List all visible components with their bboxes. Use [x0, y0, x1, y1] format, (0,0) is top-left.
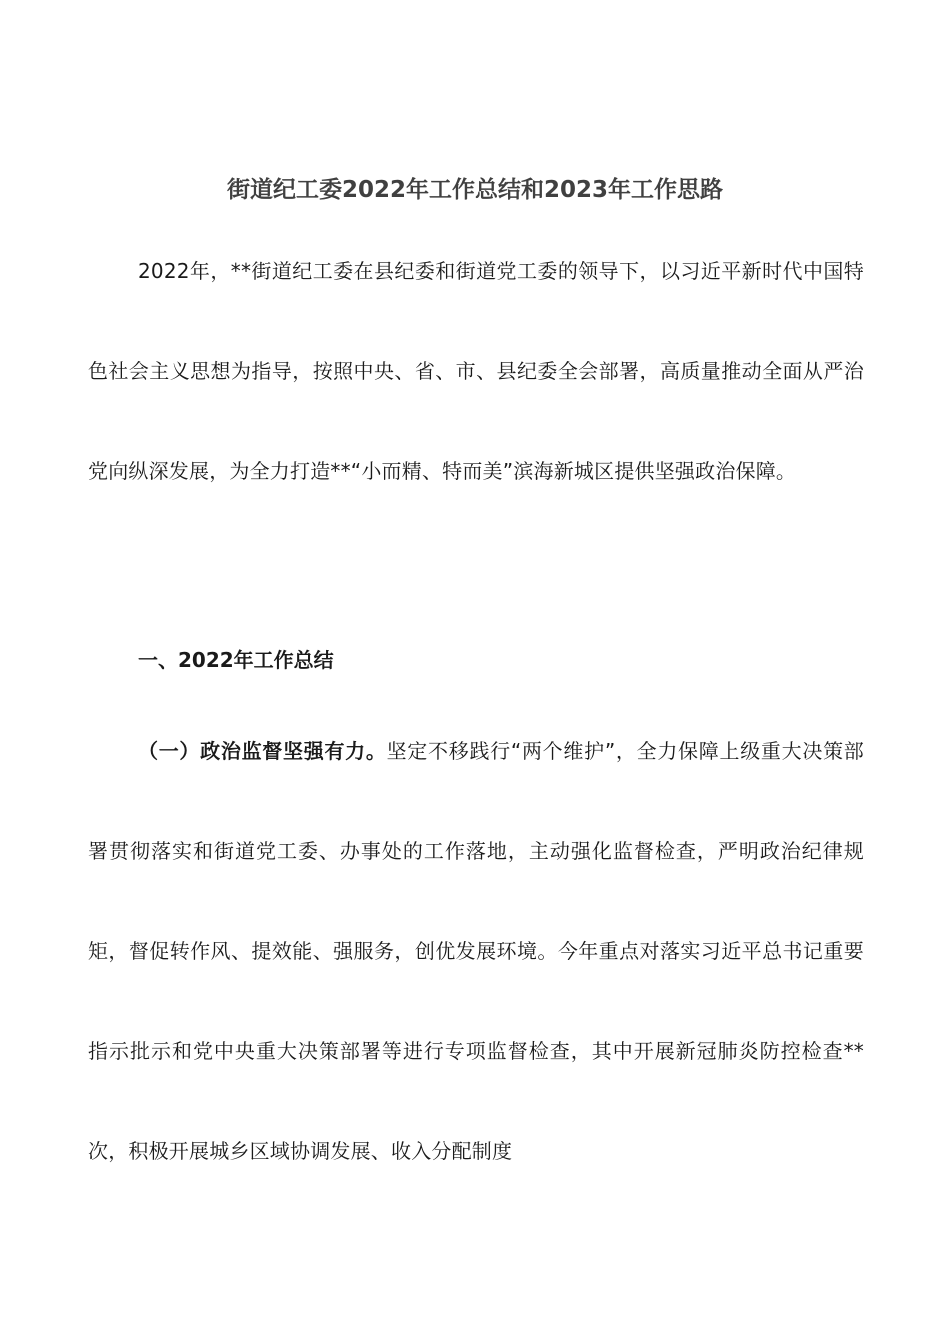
- subsection-paragraph-political-supervision: [88, 701, 864, 1201]
- section-heading-summary: 一、2022年工作总结: [138, 648, 334, 672]
- subsection-body-text: 坚定不移践行“两个维护”，全力保障上级重大决策部署贯彻落实和街道党工委、办事处的工作落地，主动强化监督检查，严明政治纪律规矩，督促转作风、提效能、强服务，创优发展环境。今年重点对落实习近平总书记重要指示批示和党中央重大决策部署等进行专项监督检查，其中开展新冠肺炎防控检查**次，积极开展城乡区域协调发展、收入分配制度: [88, 739, 864, 1163]
- subsection-lead-title: （一）政治监督坚强有力。: [138, 739, 387, 763]
- document-title: 街道纪工委2022年工作总结和2023年工作思路: [226, 177, 724, 204]
- intro-paragraph: 2022年，**街道纪工委在县纪委和街道党工委的领导下，以习近平新时代中国特色社会主义思想为指导，按照中央、省、市、县纪委全会部署，高质量推动全面从严治党向纵深发展，为全力打造**“小而精、特而美”滨海新城区提供坚强政治保障。: [88, 259, 864, 483]
